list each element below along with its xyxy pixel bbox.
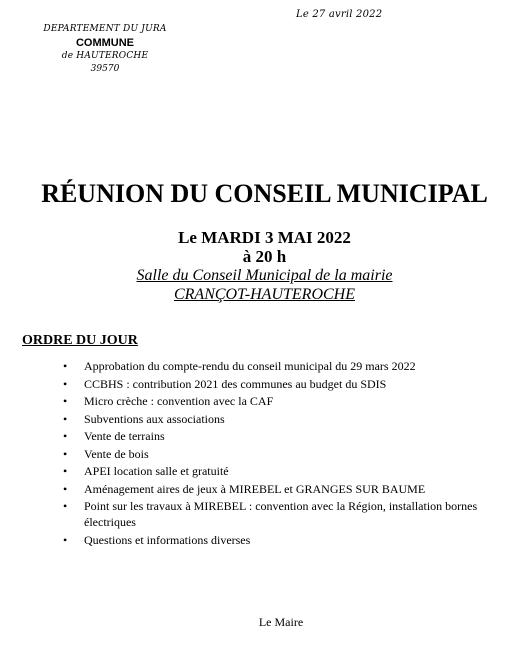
agenda-item-text: APEI location salle et gratuité	[84, 464, 229, 478]
meeting-place-room-text: Salle du Conseil Municipal de la mairie	[136, 267, 393, 284]
agenda-item-text: Point sur les travaux à MIREBEL : convention avec la Région, installation bornes électriques	[84, 499, 478, 529]
agenda-item-text: Questions et informations diverses	[84, 532, 251, 547]
commune-name: de HAUTEROCHE	[61, 51, 149, 61]
bullet-icon: •	[63, 394, 68, 408]
agenda-item-text: Micro crèche : convention avec la CAF	[84, 394, 274, 408]
list-item	[60, 358, 520, 374]
agenda-item-text: Vente de bois	[84, 446, 149, 461]
list-item	[60, 481, 520, 497]
agenda-item-text: Subventions aux associations	[84, 411, 225, 426]
document-date: Le 27 avril 2022	[296, 9, 383, 20]
page-title: RÉUNION DU CONSEIL MUNICIPAL	[41, 179, 488, 208]
agenda-item-text: Aménagement aires de jeux à MIREBEL et GRANGES SUR BAUME	[84, 481, 426, 496]
meeting-place-room	[0, 266, 529, 285]
signature: Le Maire	[258, 615, 304, 629]
agenda-item-text: Approbation du compte-rendu du conseil municipal du 29 mars 2022	[84, 359, 416, 373]
meeting-place-town	[0, 285, 529, 304]
agenda-list	[60, 358, 520, 549]
meeting-time: à 20 h	[242, 247, 287, 266]
commune-label: COMMUNE	[75, 37, 135, 49]
meeting-date: Le MARDI 3 MAI 2022	[178, 228, 351, 247]
bullet-icon: •	[63, 376, 68, 391]
bullet-icon: •	[63, 499, 68, 513]
list-item	[60, 411, 520, 427]
postal-code: 39570	[90, 64, 120, 74]
list-item	[60, 463, 520, 479]
bullet-icon: •	[63, 481, 68, 496]
bullet-icon: •	[63, 532, 68, 547]
list-item	[60, 498, 520, 530]
letterhead	[30, 23, 180, 76]
bullet-icon: •	[63, 446, 68, 461]
list-item	[60, 428, 520, 444]
list-item	[60, 376, 520, 392]
department-name: DEPARTEMENT DU JURA	[43, 24, 167, 34]
agenda-item-text: Vente de terrains	[84, 429, 165, 443]
bullet-icon: •	[63, 429, 68, 443]
bullet-icon: •	[63, 464, 68, 478]
bullet-icon: •	[63, 359, 68, 373]
list-item	[60, 532, 520, 548]
list-item	[60, 446, 520, 462]
agenda-item-text: CCBHS : contribution 2021 des communes au budget du SDIS	[84, 376, 387, 391]
meeting-place-town-text: CRANÇOT-HAUTEROCHE	[173, 286, 356, 303]
agenda-heading: ORDRE DU JOUR	[22, 333, 138, 348]
meeting-details	[0, 228, 529, 304]
list-item	[60, 393, 520, 409]
bullet-icon: •	[63, 411, 68, 426]
